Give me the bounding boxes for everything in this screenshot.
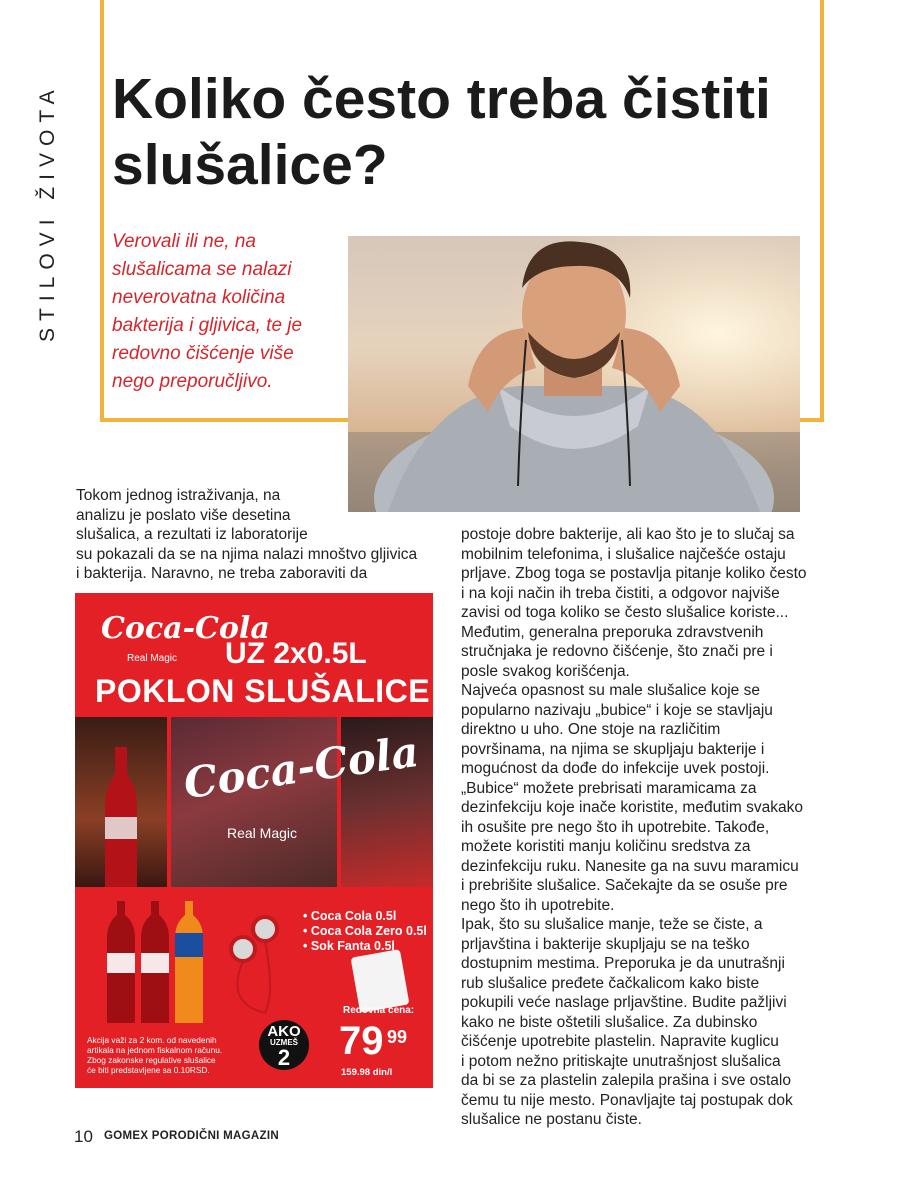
coca-cola-advertisement <box>75 593 433 1088</box>
product-item: • Sok Fanta 0.5l <box>303 939 395 953</box>
body-line: analizu je poslato više desetina <box>76 506 291 524</box>
body-line: mogućnost da dođe do infekcije uvek postoji. <box>461 760 770 777</box>
body-line: „Bubice“ možete prebrisati maramicama za <box>461 779 757 797</box>
body-line: su pokazali da se na njima nalazi mnoštvo gljivica <box>76 545 418 563</box>
terms-line: Zbog zakonske regulative slušalice <box>87 1055 216 1065</box>
body-line: slušalica, a rezultati iz laboratorije <box>76 526 308 543</box>
product-item: • Coca Cola Zero 0.5l <box>303 924 427 938</box>
body-line: nego što ih upotrebite. <box>461 896 615 914</box>
article-lead: Verovali ili ne, na slušalicama se nalazi neverovatna količina bakterija i gljivica, te je redovno čišćenje više nego preporučljivo. <box>112 231 303 392</box>
terms-line: će biti predstavljene sa 0.10RSD. <box>87 1065 210 1075</box>
body-line: da bi se za plastelin zalepila prašina i sve ostalo <box>461 1072 791 1089</box>
price-cents: 99 <box>387 1027 408 1047</box>
coca-cola-script-logo: Coca-Cola <box>180 726 422 809</box>
body-line: Tokom jednog istraživanja, na <box>76 487 281 504</box>
badge-line: AKO <box>267 1023 301 1040</box>
section-label: STILOVI ŽIVOTA <box>36 83 59 342</box>
body-line: Međutim, generalna preporuka zdravstvenih <box>461 623 764 641</box>
price-label: Redovna cena: <box>343 1005 415 1016</box>
body-line: Ipak, što su slušalice manje, teže se čiste, a <box>461 916 763 933</box>
frame-left-border <box>100 0 104 422</box>
body-line: prljavština i bakterije skupljaju se na teško <box>461 935 750 953</box>
body-line: direktno u uho. One stoje na različitim <box>461 721 721 738</box>
photo-illustration <box>348 236 800 512</box>
ad-headline-offer: UZ 2x0.5L <box>225 637 367 670</box>
panel-tagline: Real Magic <box>227 825 298 841</box>
product-item: • Coca Cola 0.5l <box>303 909 397 923</box>
body-line: postoje dobre bakterije, ali kao što je to slučaj sa <box>461 526 795 543</box>
body-line: stručnjaka je redovno čišćenje, što znači pre i <box>461 643 773 660</box>
price-main: 79 <box>339 1019 384 1063</box>
body-line: i na koji način ih treba čistiti, a odgovor najviše <box>461 584 780 602</box>
body-line: čemu tu nije mesto. Ponavljajte taj postupak dok <box>461 1091 793 1109</box>
body-line: čišćenje upotrebite plastelin. Napravite kuglicu <box>461 1033 779 1050</box>
magazine-name: GOMEX PORODIČNI MAGAZIN <box>104 1130 279 1142</box>
man-with-earphones-photo <box>348 236 800 512</box>
page-number: 10 <box>74 1127 93 1146</box>
body-line: dezinfekciju ruku. Nanesite ga na suvu maramicu <box>461 857 799 875</box>
body-line: i bakterija. Naravno, ne treba zaboraviti da <box>76 565 368 582</box>
body-line: i potom nežno pritiskajte unutrašnjost slušalica <box>461 1052 781 1070</box>
product-list <box>303 909 427 954</box>
article-body-left <box>76 486 418 584</box>
ad-image-bottle-panel <box>75 717 167 887</box>
badge-line: UZMEŠ <box>270 1038 298 1047</box>
body-line: ih osušite pre nego što ih upotrebite. Takođe, <box>461 818 770 836</box>
terms-line: Akcija važi za 2 kom. od navedenih <box>87 1035 217 1045</box>
body-line: dezinfekciju koje inače koristite, međutim svakako <box>461 799 804 816</box>
body-line: dostupnim mestima. Preporuka je da unutrašnji <box>461 955 785 972</box>
buy-two-badge <box>259 1020 309 1070</box>
body-line: rub slušalice pređete čačkalicom kako biste <box>461 974 760 992</box>
unit-price: 159.98 din/l <box>341 1067 393 1078</box>
body-line: kako ne biste oštetili slušalice. Za dubinsko <box>461 1013 758 1031</box>
body-line: možete koristiti manju količinu sredstva za <box>461 838 751 855</box>
article-title: Koliko često treba čistiti slušalice? <box>112 67 771 197</box>
body-line: zavisi od toga koliko se često slušalice koriste... <box>461 604 789 621</box>
bottle-illustration <box>75 717 167 887</box>
body-line: mobilnim telefonima, i slušalice najčešće ostaju <box>461 545 786 563</box>
terms-line: artikala na jednom fiskalnom računu. <box>87 1045 223 1055</box>
promo-terms <box>87 1035 263 1075</box>
article-body-right <box>461 525 831 1130</box>
ad-headline-gift: POKLON SLUŠALICE <box>95 673 431 709</box>
body-line: i prebrišite slušalice. Sačekajte da se osuše pre <box>461 877 788 894</box>
body-line: posle svakog korišćenja. <box>461 662 630 680</box>
frame-right-border <box>820 0 824 422</box>
body-line: slušalice ne postanu čiste. <box>461 1111 642 1128</box>
body-line: Najveća opasnost su male slušalice koje se <box>461 682 760 699</box>
body-line: pokupili veće naslage prljavštine. Budite pažljivi <box>461 994 787 1011</box>
badge-line: 2 <box>277 1045 291 1070</box>
body-line: popularno nazivaju „bubice“ i koje se stavljaju <box>461 701 773 719</box>
body-line: površinama, na njima se skupljaju bakterije i <box>461 740 765 758</box>
coca-cola-logo: Coca-Cola <box>101 611 270 646</box>
logo-tagline: Real Magic <box>127 653 178 664</box>
body-line: prljave. Zbog toga se postavlja pitanje koliko često <box>461 565 807 582</box>
